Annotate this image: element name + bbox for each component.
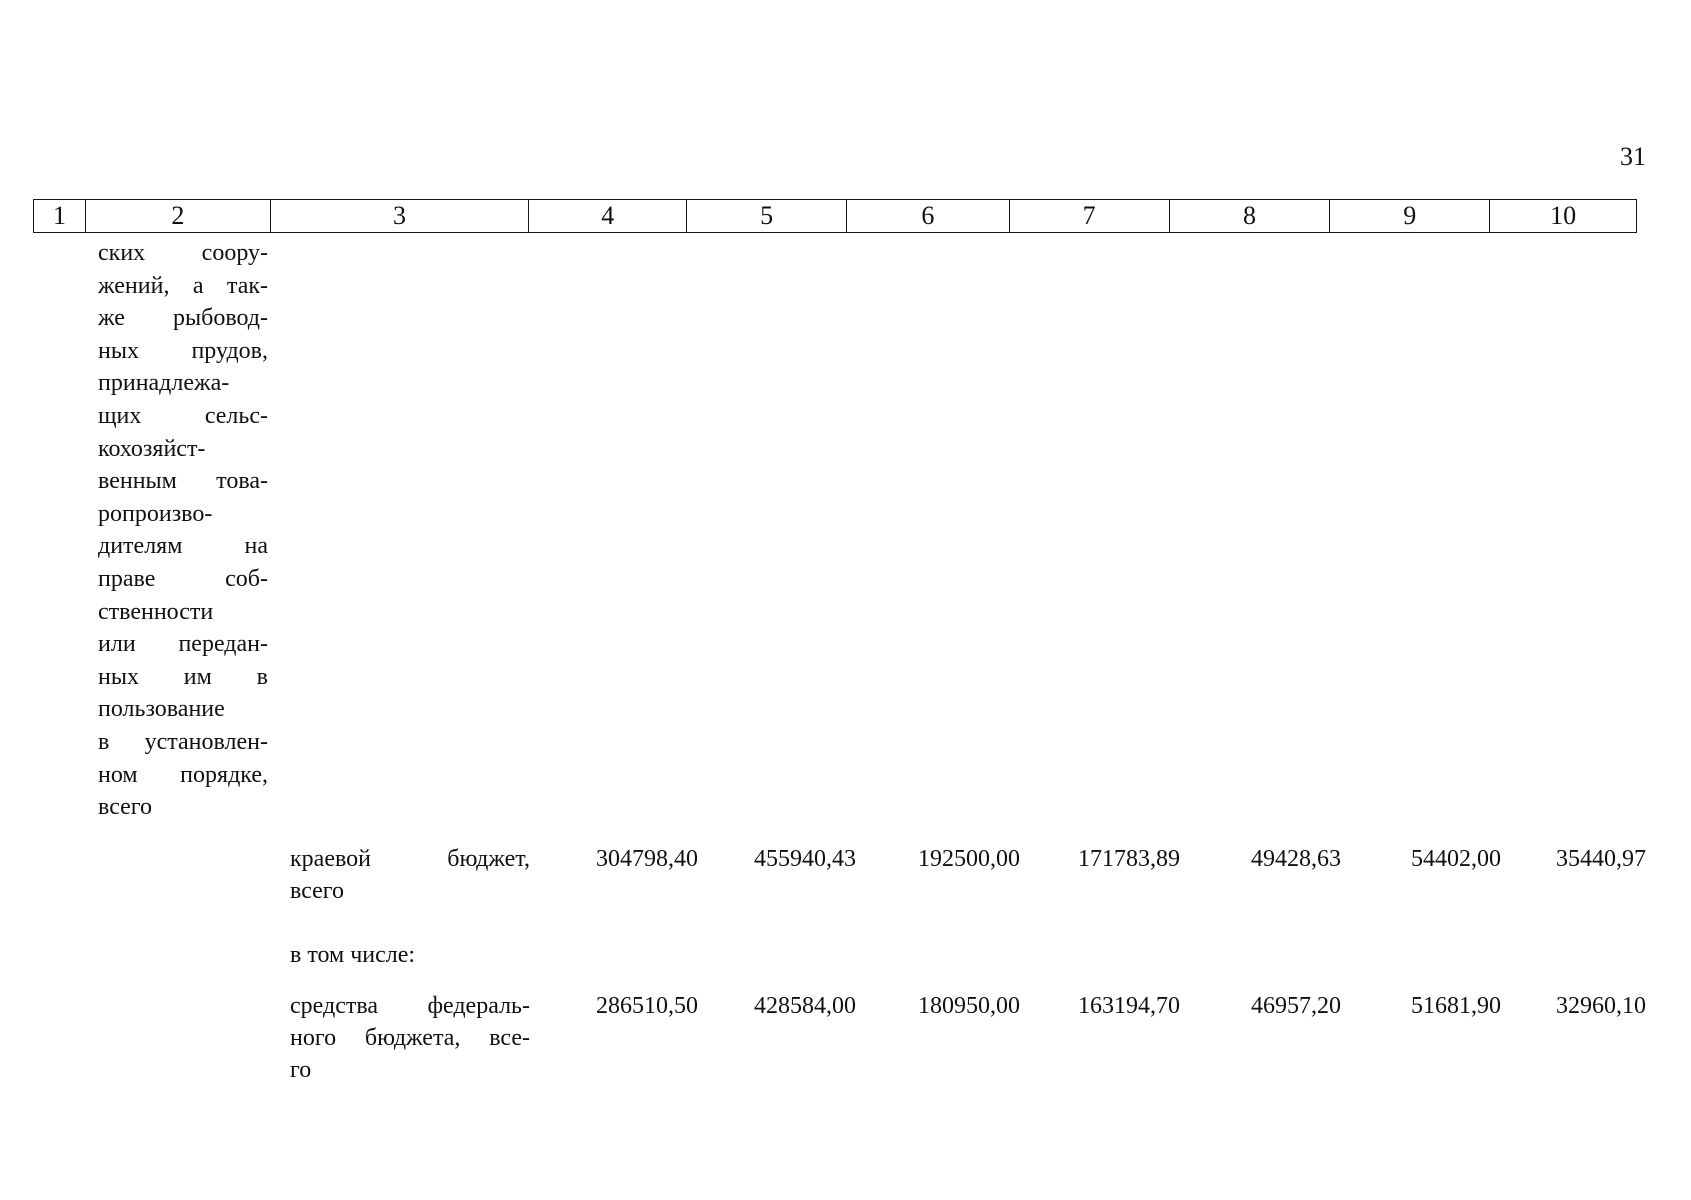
value-col-5: 455940,43 [754,846,856,872]
value-col-10: 35440,97 [1556,846,1646,872]
value-col-8: 49428,63 [1251,846,1341,872]
continued-item-description [98,237,268,824]
header-col-8: 8 [1170,200,1331,232]
row-label [290,939,530,971]
row-label [290,843,530,907]
header-col-7: 7 [1010,200,1170,232]
description-line: ных прудов, [98,337,268,364]
value-col-8: 46957,20 [1251,993,1341,1019]
row-label-line: краевой бюджет, [290,846,530,872]
description-line: же рыбовод- [98,305,268,332]
description-line: в установлен- [98,728,268,755]
value-col-7: 171783,89 [1078,846,1180,872]
description-line: жений, а так- [98,272,268,299]
description-line: всего [98,794,153,821]
page-number: 31 [1620,142,1646,171]
header-col-10: 10 [1550,201,1577,230]
row-label-line: ного бюджета, все- [290,1025,530,1051]
row-label [290,990,530,1086]
description-line: ских соору- [98,240,268,266]
value-col-5: 428584,00 [754,993,856,1019]
header-col-3: 3 [271,200,530,232]
description-line: ных им в [98,663,268,690]
row-label-line: всего [290,878,345,904]
header-col-4: 4 [529,200,687,232]
row-label-line: средства федераль- [290,993,530,1019]
header-col-6: 6 [847,200,1010,232]
value-col-6: 192500,00 [918,846,1020,872]
table-header-row [33,199,1637,233]
value-col-9: 51681,90 [1411,993,1501,1019]
value-col-4: 286510,50 [596,993,698,1019]
description-line: ропроизво- [98,500,213,527]
description-line: пользование [98,696,225,723]
description-line: или передан- [98,631,268,658]
header-col-1: 1 [34,200,86,232]
description-line: кохозяйст- [98,435,206,462]
value-col-7: 163194,70 [1078,993,1180,1019]
value-col-10: 32960,10 [1556,993,1646,1019]
row-label-line: го [290,1057,312,1083]
header-col-5: 5 [687,200,847,232]
value-col-4: 304798,40 [596,846,698,872]
description-line: венным това- [98,468,268,495]
header-col-2: 2 [86,200,271,232]
description-line: ственности [98,598,214,625]
description-line: щих сельс- [98,402,268,429]
row-label-line: в том числе: [290,942,416,968]
header-col-9: 9 [1330,200,1490,232]
value-col-9: 54402,00 [1411,846,1501,872]
description-line: праве соб- [98,565,268,592]
description-line: дителям на [98,533,268,560]
value-col-6: 180950,00 [918,993,1020,1019]
description-line: ном порядке, [98,761,268,788]
description-line: принадлежа- [98,370,230,397]
